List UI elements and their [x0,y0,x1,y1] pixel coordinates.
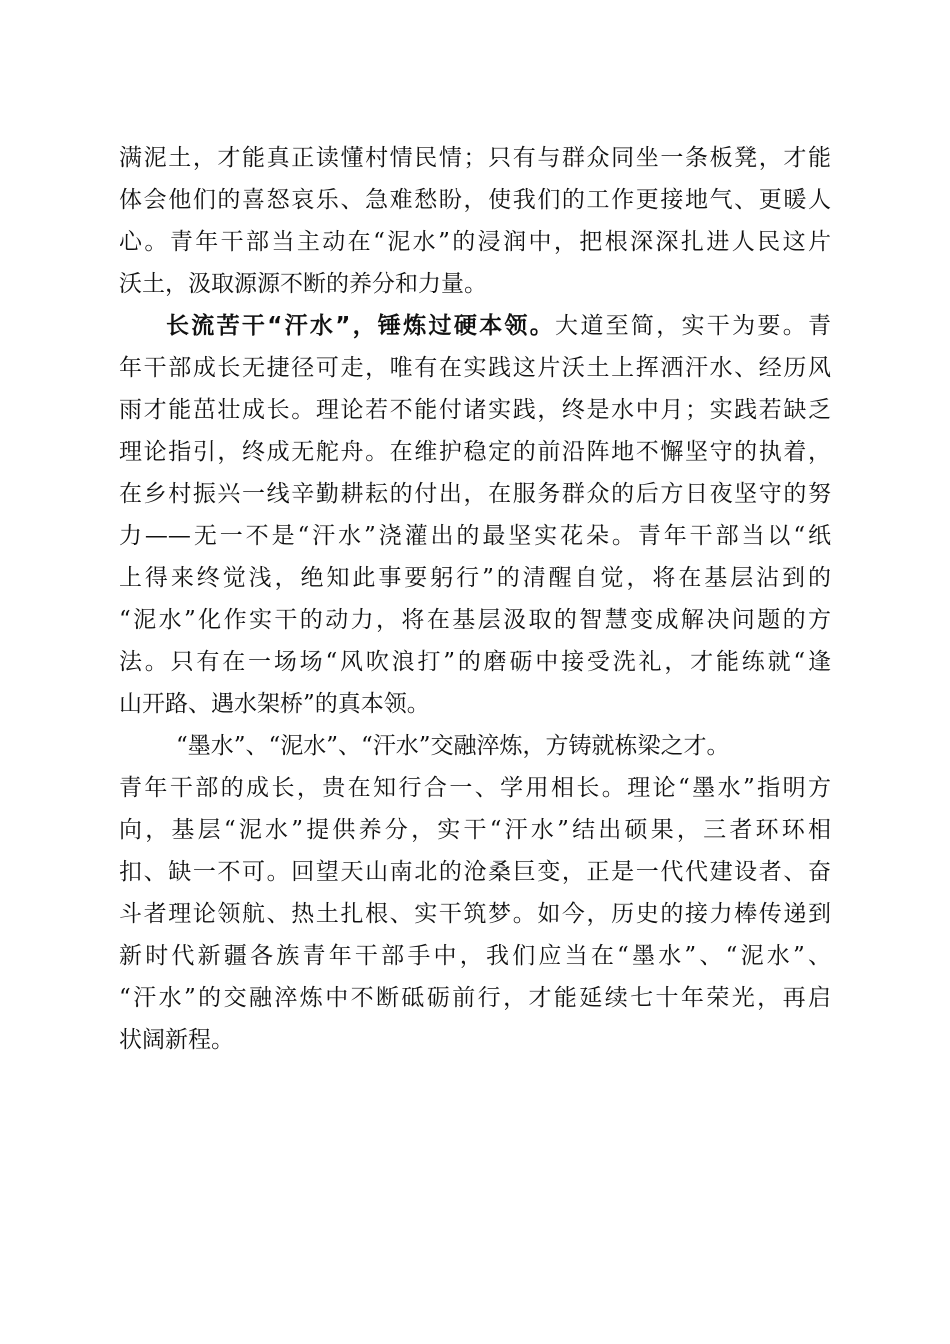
paragraph-1-line-1: 满泥土，才能真正读懂村情民情；只有与群众同坐一条板凳，才能 [119,145,831,171]
paragraph-2-line-8: “泥水”化作实干的动力，将在基层汲取的智慧变成解决问题的方 [119,607,831,633]
paragraph-2-line-10: 山开路、遇水架桥”的真本领。 [119,691,430,717]
paragraph-3-line-6: 新时代新疆各族青年干部手中，我们应当在“墨水”、“泥水”、 [119,943,831,969]
paragraph-2-line-6: 力——无一不是“汗水”浇灌出的最坚实花朵。青年干部当以“纸 [119,523,831,549]
paragraph-3-line-1: “墨水”、“泥水”、“汗水”交融淬炼，方铸就栋梁之才。 [176,733,730,759]
paragraph-2-line-1-rest: 大道至简，实干为要。青 [555,313,832,339]
paragraph-3-line-2: 青年干部的成长，贵在知行合一、学用相长。理论“墨水”指明方 [119,775,831,801]
paragraph-1-line-4: 沃土，汲取源源不断的养分和力量。 [119,271,487,297]
paragraph-2-line-2: 年干部成长无捷径可走，唯有在实践这片沃土上挥洒汗水、经历风 [119,355,831,381]
paragraph-2-line-1 [166,306,831,346]
paragraph-3-line-7: “汗水”的交融淬炼中不断砥砺前行，才能延续七十年荣光，再启 [119,985,831,1011]
paragraph-1-line-3: 心。青年干部当主动在“泥水”的浸润中，把根深深扎进人民这片 [119,229,831,255]
paragraph-2-line-3: 雨才能茁壮成长。理论若不能付诸实践，终是水中月；实践若缺乏 [119,397,831,423]
paragraph-3-line-8: 状阔新程。 [119,1027,234,1053]
paragraph-2-line-5: 在乡村振兴一线辛勤耕耘的付出，在服务群众的后方日夜坚守的努 [119,481,831,507]
paragraph-2-line-7: 上得来终觉浅，绝知此事要躬行”的清醒自觉，将在基层沾到的 [119,565,831,591]
paragraph-2-heading: 长流苦干“汗水”，锤炼过硬本领。 [166,313,556,339]
paragraph-3-line-5: 斗者理论领航、热土扎根、实干筑梦。如今，历史的接力棒传递到 [119,901,831,927]
paragraph-3-line-3: 向，基层“泥水”提供养分，实干“汗水”结出硕果，三者环环相 [119,817,831,843]
paragraph-2-line-9: 法。只有在一场场“风吹浪打”的磨砺中接受洗礼，才能练就“逢 [119,649,831,675]
paragraph-2-line-4: 理论指引，终成无舵舟。在维护稳定的前沿阵地不懈坚守的执着， [119,439,831,465]
paragraph-1-line-2: 体会他们的喜怒哀乐、急难愁盼，使我们的工作更接地气、更暖人 [119,187,831,213]
paragraph-3-line-4: 扣、缺一不可。回望天山南北的沧桑巨变，正是一代代建设者、奋 [119,859,831,885]
